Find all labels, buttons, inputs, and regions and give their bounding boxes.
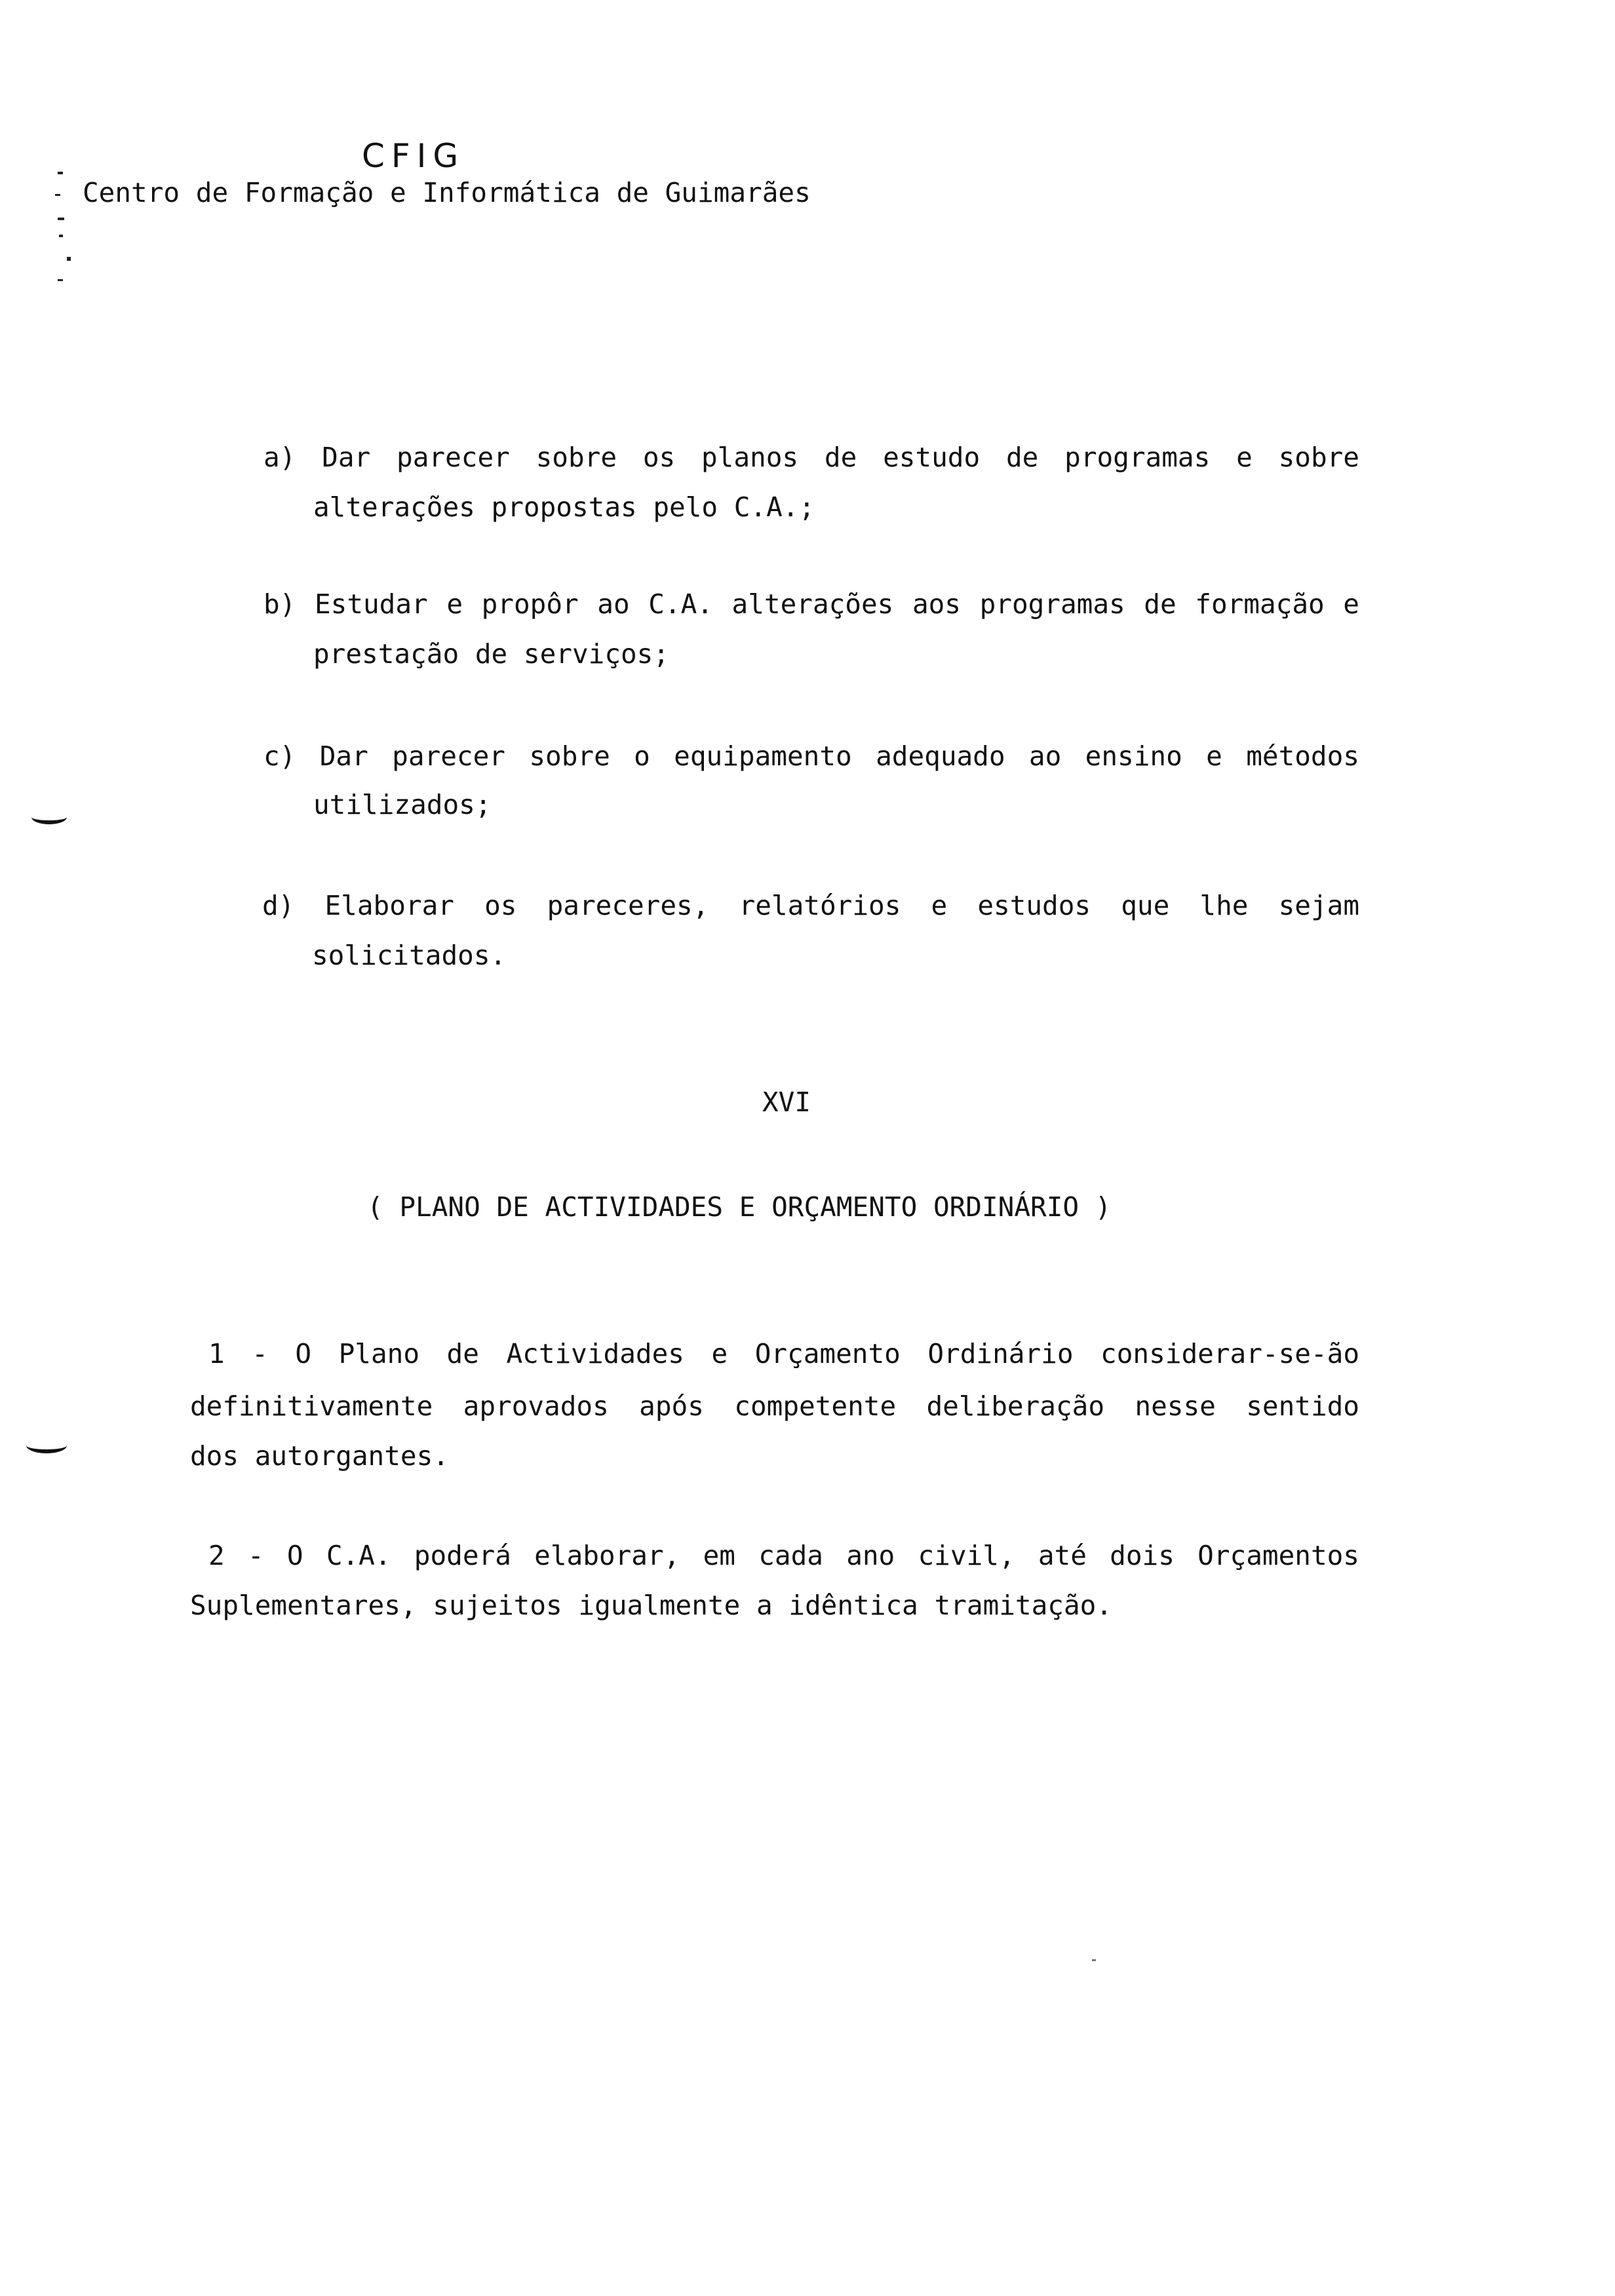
list-item-b-line2: prestação de serviços; <box>313 638 670 670</box>
paragraph-1-line2: definitivamente aprovados após competente deliberação nesse sentido <box>190 1390 1359 1422</box>
paragraph-2-line1: 2 - O C.A. poderá elaborar, em cada ano civil, até dois Orçamentos <box>208 1540 1359 1571</box>
punch-hole-mark <box>31 810 67 824</box>
scan-mark <box>58 172 63 174</box>
scan-mark <box>55 194 60 196</box>
paragraph-1-line1: 1 - O Plano de Actividades e Orçamento Ordinário considerar-se-ão <box>208 1338 1359 1369</box>
list-item-a-line2: alterações propostas pelo C.A.; <box>313 491 815 523</box>
list-item-a-line1: a) Dar parecer sobre os planos de estudo de programas e sobre <box>263 442 1359 473</box>
scan-mark <box>67 257 71 261</box>
scan-mark <box>58 218 64 220</box>
list-item-d-line2: solicitados. <box>312 940 507 971</box>
scan-mark <box>58 279 63 281</box>
scan-mark <box>1092 1959 1096 1961</box>
org-name: Centro de Formação e Informática de Guimarães <box>83 177 811 208</box>
list-item-d-line1: d) Elaborar os pareceres, relatórios e estudos que lhe sejam <box>262 890 1359 921</box>
org-logo-text: CFIG <box>362 137 465 175</box>
punch-hole-mark <box>26 1438 67 1453</box>
list-item-c-line1: c) Dar parecer sobre o equipamento adequado ao ensino e métodos <box>263 740 1359 772</box>
paragraph-1-line3: dos autorgantes. <box>190 1440 449 1472</box>
scan-mark <box>59 235 63 237</box>
list-item-c-line2: utilizados; <box>313 789 492 820</box>
list-item-b-line1: b) Estudar e propôr ao C.A. alterações aos programas de formação e <box>263 588 1359 620</box>
paragraph-2-line2: Suplementares, sujeitos igualmente a idêntica tramitação. <box>190 1590 1112 1621</box>
section-title: ( PLANO DE ACTIVIDADES E ORÇAMENTO ORDINÁRIO ) <box>367 1191 1112 1223</box>
section-number: XVI <box>762 1086 811 1118</box>
